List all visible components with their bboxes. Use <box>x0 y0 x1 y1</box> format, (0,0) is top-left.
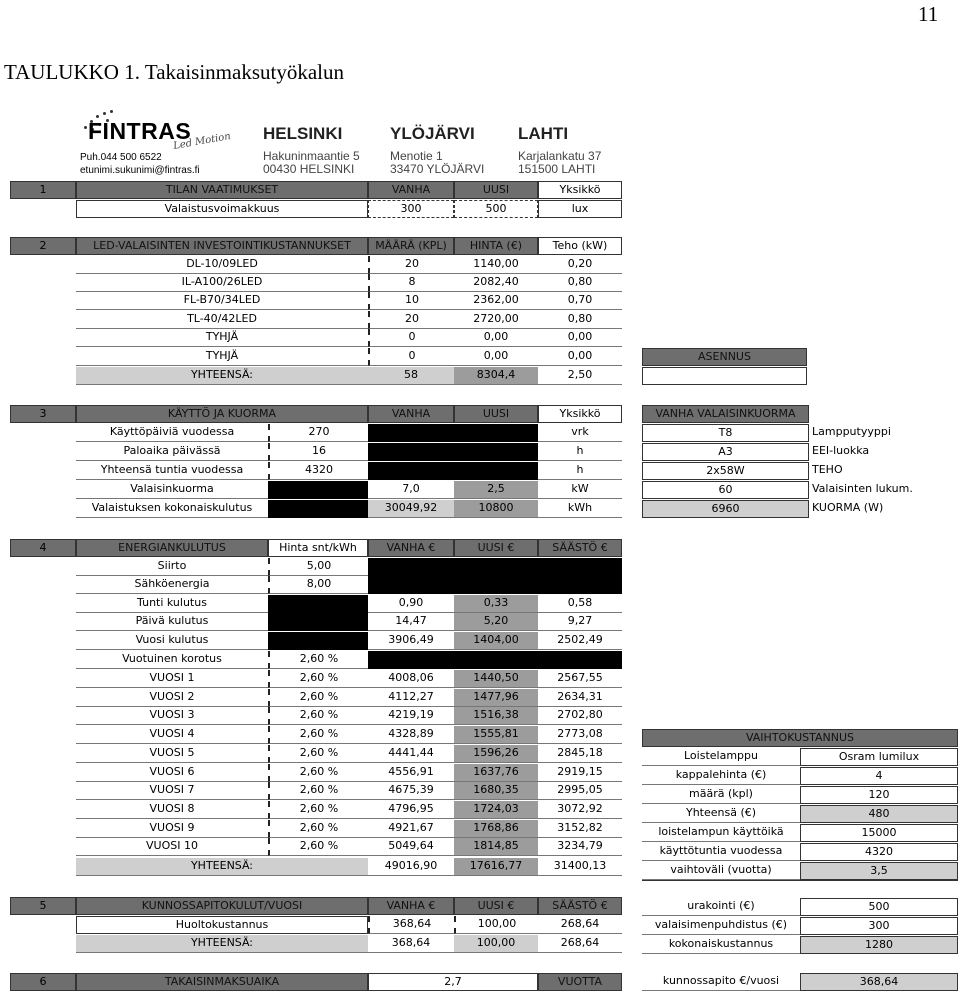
product-power: 0,00 <box>538 329 622 347</box>
consumption-label: Päivä kulutus <box>76 613 268 631</box>
replacement-label: loistelampun käyttöikä <box>642 824 800 842</box>
col-header-power: Teho (kW) <box>538 237 622 255</box>
replacement-label: Yhteensä (€) <box>642 805 800 823</box>
section-number: 1 <box>10 181 76 199</box>
replacement-label: urakointi (€) <box>642 898 800 916</box>
year-old: 4008,06 <box>368 670 454 688</box>
usage-unit: h <box>538 443 622 461</box>
office-city: LAHTI <box>518 124 569 143</box>
year-label: VUOSI 7 <box>76 782 268 800</box>
year-increase: 2,60 % <box>268 782 368 800</box>
year-new: 1724,03 <box>454 801 538 819</box>
old-load-label: EEI-luokka <box>812 444 870 457</box>
col-header-saving: SÄÄSTÖ € <box>538 897 622 915</box>
replacement-label: määrä (kpl) <box>642 786 800 804</box>
logo-name: FINTRAS <box>88 118 192 144</box>
year-new: 1516,38 <box>454 707 538 725</box>
col-header-unit: Yksikkö <box>538 181 622 199</box>
year-new: 1477,96 <box>454 689 538 707</box>
office-street: Karjalankatu 37 <box>518 149 602 163</box>
col-header-old: VANHA € <box>368 539 454 557</box>
replacement-input[interactable]: 4 <box>800 767 958 785</box>
load-new: 2,5 <box>454 481 538 499</box>
year-saving: 3152,82 <box>538 820 622 838</box>
product-name: TL-40/42LED <box>76 311 368 329</box>
replacement-input[interactable]: 120 <box>800 786 958 804</box>
col-header-old: VANHA € <box>368 897 454 915</box>
total-new: 100,00 <box>454 935 538 953</box>
section-number: 6 <box>10 973 76 991</box>
old-load-label: Valaisinten lukum. <box>812 482 913 495</box>
usage-label: Valaistuksen kokonaiskulutus <box>76 500 268 518</box>
old-load-input[interactable]: 60 <box>642 481 809 499</box>
price-label: Siirto <box>76 558 268 576</box>
replacement-input[interactable]: 500 <box>800 898 958 916</box>
section-title: TAKAISINMAKSUAIKA <box>76 973 368 991</box>
blank-cell <box>368 558 622 576</box>
maintenance-saving: 268,64 <box>538 916 622 934</box>
install-header: ASENNUS <box>642 348 807 366</box>
section-number: 2 <box>10 237 76 255</box>
year-old: 4796,95 <box>368 801 454 819</box>
blank-cell <box>368 424 538 442</box>
replacement-label: kokonaiskustannus <box>642 936 800 954</box>
replacement-input[interactable]: Osram lumilux <box>800 748 958 766</box>
section-title: KUNNOSSAPITOKULUT/VUOSI <box>76 897 368 915</box>
logo-script: Led Motion <box>172 131 232 152</box>
year-old: 4556,91 <box>368 764 454 782</box>
increase-label: Vuotuinen korotus <box>76 651 268 669</box>
replacement-input[interactable]: 300 <box>800 917 958 935</box>
year-saving: 2919,15 <box>538 764 622 782</box>
product-price: 2362,00 <box>454 292 538 310</box>
product-price: 1140,00 <box>454 256 538 274</box>
year-old: 4328,89 <box>368 726 454 744</box>
usage-input[interactable]: 16 <box>268 443 368 461</box>
year-increase: 2,60 % <box>268 801 368 819</box>
office-helsinki <box>263 124 360 176</box>
year-new: 1680,35 <box>454 782 538 800</box>
row-label: Valaistusvoimakkuus <box>76 200 368 218</box>
old-load-total: 6960 <box>642 500 809 518</box>
year-new: 1440,50 <box>454 670 538 688</box>
page-number: 11 <box>918 2 939 26</box>
increase-input[interactable]: 2,60 % <box>268 651 368 669</box>
office-postal: 33470 YLÖJÄRVI <box>390 162 485 176</box>
office-city: HELSINKI <box>263 124 343 143</box>
office-lahti <box>518 124 601 176</box>
consumption-old: 14,47 <box>368 613 454 631</box>
consumption-saving: 9,27 <box>538 613 622 631</box>
blank-cell <box>268 481 368 499</box>
year-label: VUOSI 5 <box>76 745 268 763</box>
consumption-label: Tunti kulutus <box>76 595 268 613</box>
year-label: VUOSI 3 <box>76 707 268 725</box>
payback-value: 2,7 <box>368 973 538 991</box>
total-power: 2,50 <box>538 367 622 385</box>
product-power: 0,00 <box>538 348 622 366</box>
year-increase: 2,60 % <box>268 838 368 856</box>
maintenance-per-year-value: 368,64 <box>800 973 958 991</box>
old-load-label: KUORMA (W) <box>812 501 884 514</box>
section-title: TILAN VAATIMUKSET <box>76 181 368 199</box>
year-new: 1596,26 <box>454 745 538 763</box>
office-postal: 00430 HELSINKI <box>263 162 355 176</box>
replacement-value: 3,5 <box>800 862 958 880</box>
product-name: IL-A100/26LED <box>76 274 368 292</box>
payback-unit: VUOTTA <box>538 973 622 991</box>
year-saving: 2702,80 <box>538 707 622 725</box>
consumption-old: 30049,92 <box>368 500 454 518</box>
price-input[interactable]: 5,00 <box>268 558 368 576</box>
consumption-new: 0,33 <box>454 595 538 613</box>
product-qty-input[interactable]: 8 <box>368 274 454 292</box>
product-power: 0,80 <box>538 311 622 329</box>
lux-unit: lux <box>538 200 622 218</box>
office-postal: 151500 LAHTI <box>518 162 596 176</box>
year-old: 4219,19 <box>368 707 454 725</box>
blank-cell <box>368 443 538 461</box>
year-old: 4441,44 <box>368 745 454 763</box>
total-saving: 31400,13 <box>538 858 622 876</box>
section-title: LED-VALAISINTEN INVESTOINTIKUSTANNUKSET <box>76 237 368 255</box>
total-old: 49016,90 <box>368 858 454 876</box>
year-increase: 2,60 % <box>268 670 368 688</box>
year-label: VUOSI 10 <box>76 838 268 856</box>
lux-new-input[interactable]: 500 <box>454 200 538 218</box>
blank-cell <box>268 613 368 631</box>
old-load-input[interactable]: T8 <box>642 424 809 442</box>
product-qty-input[interactable]: 0 <box>368 329 454 347</box>
replacement-label: kappalehinta (€) <box>642 767 800 785</box>
replacement-input[interactable]: 4320 <box>800 843 958 861</box>
col-header-price: Hinta snt/kWh <box>268 539 368 557</box>
price-input[interactable]: 8,00 <box>268 576 368 594</box>
office-street: Hakuninmaantie 5 <box>263 149 360 163</box>
old-load-label: Lampputyyppi <box>812 425 891 438</box>
replacement-value: 1280 <box>800 936 958 954</box>
year-saving: 3234,79 <box>538 838 622 856</box>
replacement-value: 480 <box>800 805 958 823</box>
total-new: 17616,77 <box>454 858 538 876</box>
year-increase: 2,60 % <box>268 745 368 763</box>
usage-label: Käyttöpäiviä vuodessa <box>76 424 268 442</box>
consumption-saving: 0,58 <box>538 595 622 613</box>
consumption-label: Vuosi kulutus <box>76 632 268 650</box>
lux-old-input[interactable]: 300 <box>368 200 454 218</box>
year-old: 4921,67 <box>368 820 454 838</box>
install-input[interactable] <box>642 367 807 385</box>
year-saving: 2995,05 <box>538 782 622 800</box>
divider <box>642 880 958 881</box>
product-name: TYHJÄ <box>76 348 368 366</box>
blank-cell <box>268 595 368 613</box>
office-ylojarvi <box>390 124 484 176</box>
consumption-new: 10800 <box>454 500 538 518</box>
old-load-input[interactable]: A3 <box>642 443 809 461</box>
product-qty-input[interactable]: 20 <box>368 256 454 274</box>
product-power: 0,70 <box>538 292 622 310</box>
office-street: Menotie 1 <box>390 149 443 163</box>
fintras-logo <box>78 110 243 180</box>
col-header-new: UUSI € <box>454 539 538 557</box>
replacement-label: käyttötuntia vuodessa <box>642 843 800 861</box>
load-old: 7,0 <box>368 481 454 499</box>
replacement-label: valaisimenpuhdistus (€) <box>642 917 800 935</box>
consumption-old: 0,90 <box>368 595 454 613</box>
total-label: YHTEENSÄ: <box>76 935 368 953</box>
usage-input[interactable]: 270 <box>268 424 368 442</box>
col-header-old: VANHA <box>368 405 454 423</box>
usage-label: Yhteensä tuntia vuodessa <box>76 462 268 480</box>
year-increase: 2,60 % <box>268 820 368 838</box>
product-name: FL-B70/34LED <box>76 292 368 310</box>
total-qty: 58 <box>368 367 454 385</box>
year-new: 1637,76 <box>454 764 538 782</box>
consumption-old: 3906,49 <box>368 632 454 650</box>
consumption-new: 1404,00 <box>454 632 538 650</box>
year-label: VUOSI 1 <box>76 670 268 688</box>
product-price: 0,00 <box>454 348 538 366</box>
usage-value: 4320 <box>268 462 368 480</box>
maintenance-per-year-label: kunnossapito €/vuosi <box>642 973 800 991</box>
blank-cell <box>368 651 622 669</box>
year-label: VUOSI 9 <box>76 820 268 838</box>
office-city: YLÖJÄRVI <box>390 124 475 143</box>
col-header-price: HINTA (€) <box>454 237 538 255</box>
product-qty-input[interactable]: 20 <box>368 311 454 329</box>
logo-email: etunimi.sukunimi@fintras.fi <box>80 165 200 176</box>
section-title: KÄYTTÖ JA KUORMA <box>76 405 368 423</box>
year-label: VUOSI 6 <box>76 764 268 782</box>
year-increase: 2,60 % <box>268 726 368 744</box>
col-header-new: UUSI <box>454 405 538 423</box>
usage-label: Paloaika päivässä <box>76 443 268 461</box>
usage-label: Valaisinkuorma <box>76 481 268 499</box>
blank-cell <box>268 632 368 650</box>
section-number: 5 <box>10 897 76 915</box>
section-number: 3 <box>10 405 76 423</box>
consumption-saving: 2502,49 <box>538 632 622 650</box>
year-increase: 2,60 % <box>268 707 368 725</box>
year-new: 1555,81 <box>454 726 538 744</box>
year-new: 1768,86 <box>454 820 538 838</box>
usage-unit: kW <box>538 481 622 499</box>
col-header-unit: Yksikkö <box>538 405 622 423</box>
product-name: DL-10/09LED <box>76 256 368 274</box>
year-saving: 3072,92 <box>538 801 622 819</box>
product-power: 0,80 <box>538 274 622 292</box>
usage-unit: vrk <box>538 424 622 442</box>
total-label: YHTEENSÄ: <box>76 858 368 876</box>
document-title: TAULUKKO 1. Takaisinmaksutyökalun <box>4 60 344 84</box>
year-old: 4112,27 <box>368 689 454 707</box>
product-price: 0,00 <box>454 329 538 347</box>
year-increase: 2,60 % <box>268 689 368 707</box>
replacement-label: Loistelamppu <box>642 748 800 766</box>
section-title: ENERGIANKULUTUS <box>76 539 268 557</box>
price-label: Sähköenergia <box>76 576 268 594</box>
replacement-label: vaihtoväli (vuotta) <box>642 862 800 880</box>
product-price: 2720,00 <box>454 311 538 329</box>
year-saving: 2845,18 <box>538 745 622 763</box>
year-saving: 2567,55 <box>538 670 622 688</box>
year-label: VUOSI 2 <box>76 689 268 707</box>
usage-unit: kWh <box>538 500 622 518</box>
year-increase: 2,60 % <box>268 764 368 782</box>
total-saving: 268,64 <box>538 935 622 953</box>
year-old: 5049,64 <box>368 838 454 856</box>
year-old: 4675,39 <box>368 782 454 800</box>
product-name: TYHJÄ <box>76 329 368 347</box>
col-header-new: UUSI <box>454 181 538 199</box>
year-label: VUOSI 8 <box>76 801 268 819</box>
col-header-old: VANHA <box>368 181 454 199</box>
maintenance-old: 368,64 <box>368 916 454 934</box>
product-power: 0,20 <box>538 256 622 274</box>
product-price: 2082,40 <box>454 274 538 292</box>
col-header-qty: MÄÄRÄ (KPL) <box>368 237 454 255</box>
product-qty-input[interactable]: 0 <box>368 348 454 366</box>
old-load-header: VANHA VALAISINKUORMA <box>642 405 809 423</box>
product-qty-input[interactable]: 10 <box>368 292 454 310</box>
total-label: YHTEENSÄ: <box>76 367 368 385</box>
blank-cell <box>368 462 538 480</box>
old-load-label: TEHO <box>812 463 843 476</box>
year-new: 1814,85 <box>454 838 538 856</box>
col-header-saving: SÄÄSTÖ € <box>538 539 622 557</box>
maintenance-new-input[interactable]: 100,00 <box>454 916 538 934</box>
replacement-header: VAIHTOKUSTANNUS <box>642 729 958 747</box>
replacement-input[interactable]: 15000 <box>800 824 958 842</box>
col-header-new: UUSI € <box>454 897 538 915</box>
year-label: VUOSI 4 <box>76 726 268 744</box>
blank-cell <box>268 500 368 518</box>
logo-phone: Puh.044 500 6522 <box>80 152 162 163</box>
total-old: 368,64 <box>368 935 454 953</box>
maintenance-label: Huoltokustannus <box>76 916 368 934</box>
total-price: 8304,4 <box>454 367 538 385</box>
usage-unit: h <box>538 462 622 480</box>
old-load-input[interactable]: 2x58W <box>642 462 809 480</box>
blank-cell <box>368 576 622 594</box>
section-number: 4 <box>10 539 76 557</box>
year-saving: 2634,31 <box>538 689 622 707</box>
year-saving: 2773,08 <box>538 726 622 744</box>
consumption-new: 5,20 <box>454 613 538 631</box>
